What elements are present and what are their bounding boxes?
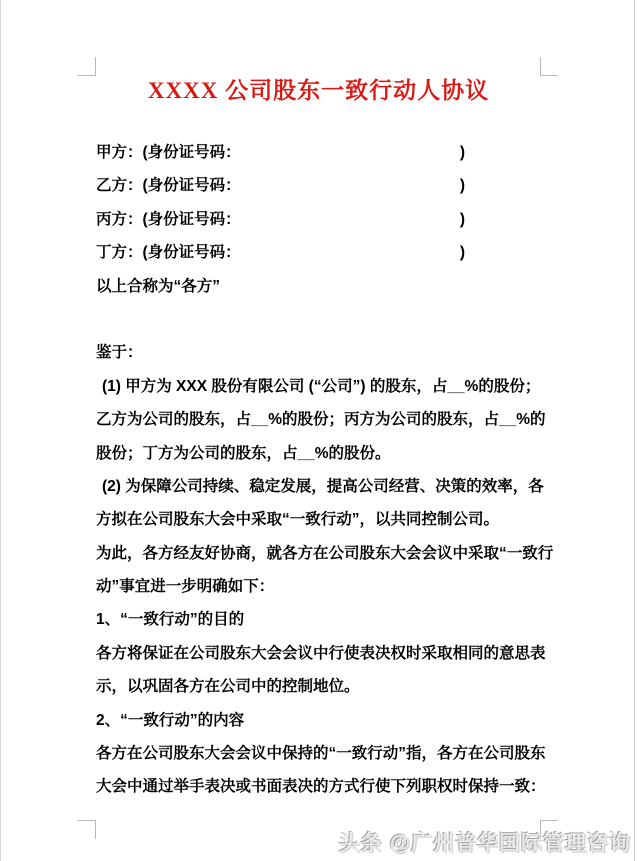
close-paren: ) <box>459 177 465 195</box>
close-paren: ) <box>459 144 465 161</box>
crop-mark-bottom-left <box>78 820 96 839</box>
body-line-recital-2: (2) 为保障公司持续、稳定发展，提高公司经营、决策的效率，各 <box>102 477 544 495</box>
party-row-yifang <box>96 169 465 202</box>
body-line: 股份；丁方为公司的股东，占__%的股份。 <box>96 444 391 462</box>
close-paren: ) <box>459 244 465 262</box>
page-title: XXXX 公司股东一致行动人协议 <box>147 78 490 103</box>
body-line: 动”事宜进一步明确如下： <box>96 578 275 596</box>
body-line: 大会中通过举手表决或书面表决的方式行使下列职权时保持一致： <box>96 778 546 796</box>
body-line: 乙方为公司的股东，占__%的股份；丙方为公司的股东，占__%的 <box>96 411 546 429</box>
watermark: 头条 @广州普华国际管理咨询 <box>338 832 631 855</box>
body-line-clause-1-heading: 1、“一致行动”的目的 <box>96 611 245 629</box>
body-line-recital-1: (1) 甲方为 XXX 股份有限公司 (“公司”) 的股东，占__%的股份； <box>102 377 541 395</box>
body-line: 为此，各方经友好协商，就各方在公司股东大会会议中采取“一致行 <box>96 544 554 562</box>
blank-line <box>96 303 540 336</box>
body-line: 方拟在公司股东大会中采取“一致行动”，以共同控制公司。 <box>96 511 500 529</box>
page-right-edge <box>634 0 635 861</box>
party-label: 乙方：(身份证号码： <box>96 177 241 195</box>
collective-name-line: 以上合称为“各方” <box>96 277 221 295</box>
body-line-clause-2-heading: 2、“一致行动”的内容 <box>96 711 245 729</box>
body-line: 各方将保证在公司股东大会会议中行使表决权时采取相同的意思表 <box>96 644 546 662</box>
party-row-dingfang <box>96 236 465 269</box>
page-left-edge <box>0 0 1 861</box>
party-row-jiafang <box>96 136 465 169</box>
body-line: 各方在公司股东大会会议中保持的“一致行动”指，各方在公司股东 <box>96 745 546 763</box>
party-label: 丁方：(身份证号码： <box>96 244 241 262</box>
party-row-bingfang <box>96 203 465 236</box>
document-body <box>96 136 554 804</box>
close-paren: ) <box>459 210 465 228</box>
party-label: 丙方：(身份证号码： <box>96 210 241 228</box>
body-line-whereas: 鉴于： <box>96 344 143 362</box>
party-label: 甲方：(身份证号码： <box>96 144 241 161</box>
body-line: 示，以巩固各方在公司中的控制地位。 <box>96 678 360 696</box>
